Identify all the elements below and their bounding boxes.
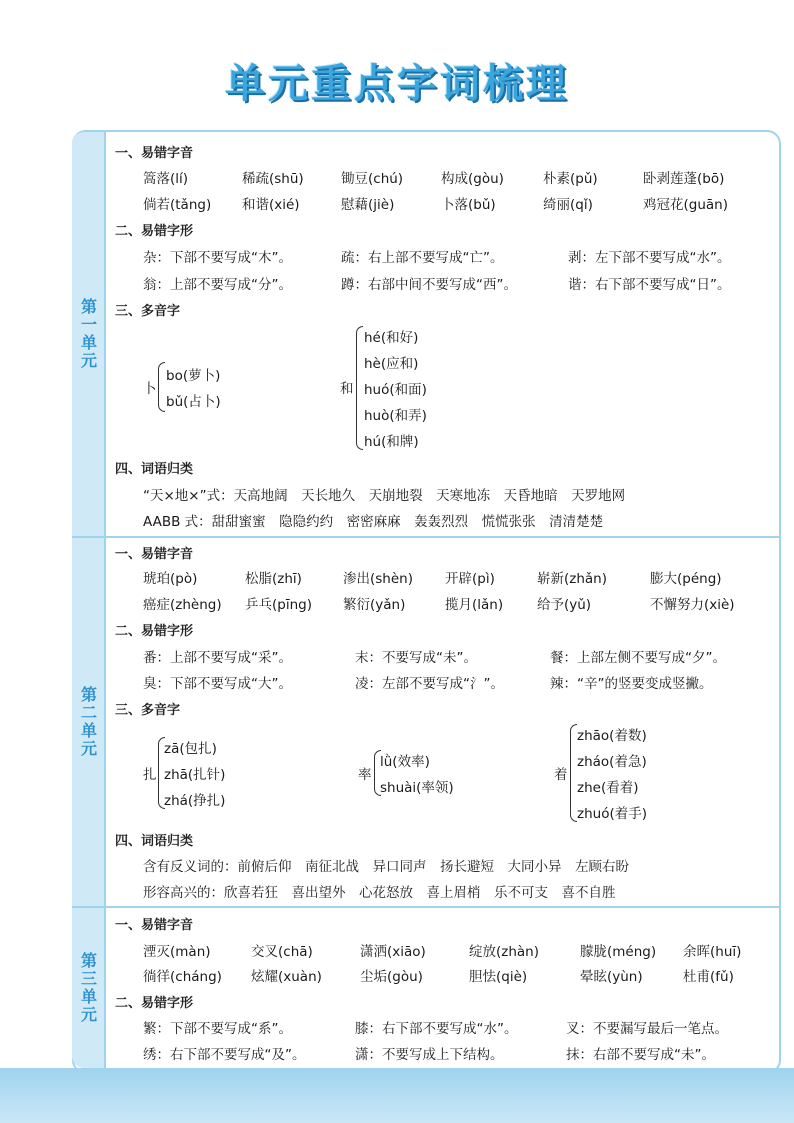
form-item: 餐：上部左侧不要写成“夕”。 — [550, 650, 726, 666]
unit-tab-3: 第三单元 — [72, 908, 106, 1068]
pron-item: 渗出(shèn) — [343, 571, 413, 587]
form-item: 疏：右上部不要写成“亡”。 — [341, 250, 504, 266]
pron-item: 绮丽(qǐ) — [543, 197, 593, 213]
polyphone-reading: hú(和牌) — [364, 434, 419, 450]
pron-item: 鸡冠花(guān) — [643, 197, 728, 213]
section-heading: 二、易错字形 — [115, 224, 194, 239]
word-class-row: “天×地×”式：天高地阔 天长地久 天崩地裂 天寒地冻 天昏地暗 天罗地网 — [143, 488, 626, 504]
pron-item: 尘垢(gòu) — [360, 969, 423, 985]
section-heading: 一、易错字音 — [115, 547, 194, 562]
section-heading: 三、多音字 — [115, 304, 181, 319]
pron-item: 卜落(bǔ) — [441, 197, 496, 213]
word-class-row: 形容高兴的：欣喜若狂 喜出望外 心花怒放 喜上眉梢 乐不可支 喜不自胜 — [143, 885, 616, 901]
pron-item: 乒乓(pīng) — [245, 597, 312, 613]
bottom-decoration — [0, 1068, 794, 1123]
pron-item: 琥珀(pò) — [143, 571, 198, 587]
pron-item: 余晖(huī) — [683, 944, 742, 960]
unit-divider — [72, 906, 780, 908]
polyphone-char: 率 — [358, 767, 372, 783]
pron-item: 给予(yǔ) — [537, 597, 592, 613]
page-title: 单元重点字词梳理 — [225, 61, 569, 107]
polyphone-char: 卜 — [143, 381, 157, 397]
pron-item: 朴素(pǔ) — [543, 171, 598, 187]
form-item: 番：上部不要写成“采”。 — [143, 650, 292, 666]
unit-tab-2: 第二单元 — [72, 538, 106, 906]
pron-item: 交叉(chā) — [251, 944, 313, 960]
polyphone-reading: bo(萝卜) — [166, 368, 221, 384]
unit-tab-1: 第一单元 — [72, 132, 106, 536]
pron-item: 和谐(xié) — [242, 197, 300, 213]
word-class-row: AABB 式：甜甜蜜蜜 隐隐约约 密密麻麻 轰轰烈烈 慌慌张张 清清楚楚 — [143, 514, 604, 530]
polyphone-reading: bǔ(占卜) — [166, 394, 221, 410]
pron-item: 朦胧(méng) — [580, 944, 657, 960]
pron-item: 崭新(zhǎn) — [537, 571, 608, 587]
form-item: 谐：右下部不要写成“日”。 — [568, 277, 731, 293]
pron-item: 繁衍(yǎn) — [343, 597, 406, 613]
brace — [158, 362, 165, 412]
pron-item: 锄豆(chú) — [341, 171, 404, 187]
brace — [570, 724, 577, 822]
polyphone-reading: huò(和弄) — [364, 408, 427, 424]
polyphone-reading: huó(和面) — [364, 382, 427, 398]
section-heading: 二、易错字形 — [115, 996, 194, 1011]
polyphone-reading: zhá(挣扎) — [164, 793, 226, 809]
section-heading: 二、易错字形 — [115, 624, 194, 639]
section-heading: 一、易错字音 — [115, 146, 194, 161]
polyphone-reading: zhā(扎针) — [164, 767, 226, 783]
polyphone-reading: zhuó(着手) — [577, 806, 647, 822]
form-item: 膝：右下部不要写成“水”。 — [355, 1021, 518, 1037]
form-item: 杂：下部不要写成“木”。 — [143, 250, 292, 266]
form-item: 绣：右下部不要写成“及”。 — [143, 1047, 306, 1063]
pron-item: 篙落(lí) — [143, 171, 189, 187]
polyphone-reading: zā(包扎) — [164, 741, 217, 757]
polyphone-reading: zhāo(着数) — [577, 728, 647, 744]
polyphone-char: 着 — [554, 767, 568, 783]
form-item: 凌：左部不要写成“氵”。 — [355, 676, 504, 692]
section-heading: 四、词语归类 — [115, 834, 194, 849]
form-item: 辣：“辛”的竖要变成竖撇。 — [550, 676, 713, 692]
polyphone-reading: lǜ(效率) — [380, 754, 430, 770]
word-class-row: 含有反义词的：前俯后仰 南征北战 异口同声 扬长避短 大同小异 左顾右盼 — [143, 859, 629, 875]
polyphone-reading: hé(和好) — [364, 330, 419, 346]
section-heading: 三、多音字 — [115, 703, 181, 718]
pron-item: 徜徉(cháng) — [143, 969, 222, 985]
polyphone-char: 和 — [340, 381, 354, 397]
unit-divider — [72, 536, 780, 538]
polyphone-reading: zhe(看着) — [577, 780, 639, 796]
form-item: 潇：不要写成上下结构。 — [355, 1047, 504, 1063]
pron-item: 湮灭(màn) — [143, 944, 211, 960]
pron-item: 炫耀(xuàn) — [251, 969, 322, 985]
form-item: 末：不要写成“未”。 — [355, 650, 477, 666]
pron-item: 倘若(tǎng) — [143, 197, 212, 213]
pron-item: 构成(gòu) — [441, 171, 504, 187]
form-item: 蹲：右部中间不要写成“西”。 — [341, 277, 517, 293]
polyphone-reading: shuài(率领) — [380, 780, 454, 796]
polyphone-reading: hè(应和) — [364, 356, 419, 372]
section-heading: 四、词语归类 — [115, 462, 194, 477]
brace — [356, 326, 363, 450]
pron-item: 杜甫(fǔ) — [683, 969, 734, 985]
pron-item: 不懈努力(xiè) — [650, 597, 735, 613]
pron-item: 慰藉(jiè) — [341, 197, 395, 213]
pron-item: 卧剥莲蓬(bō) — [643, 171, 725, 187]
pron-item: 绽放(zhàn) — [469, 944, 540, 960]
form-item: 翁：上部不要写成“分”。 — [143, 277, 292, 293]
section-heading: 一、易错字音 — [115, 918, 194, 933]
pron-item: 开辟(pì) — [445, 571, 495, 587]
pron-item: 胆怯(qiè) — [469, 969, 528, 985]
pron-item: 潇洒(xiāo) — [360, 944, 426, 960]
pron-item: 晕眩(yùn) — [580, 969, 643, 985]
pron-item: 揽月(lǎn) — [445, 597, 504, 613]
pron-item: 松脂(zhī) — [245, 571, 302, 587]
pron-item: 膨大(péng) — [650, 571, 722, 587]
pron-item: 稀疏(shū) — [242, 171, 304, 187]
form-item: 叉：不要漏写最后一笔点。 — [566, 1021, 728, 1037]
form-item: 繁：下部不要写成“系”。 — [143, 1021, 292, 1037]
form-item: 臭：下部不要写成“大”。 — [143, 676, 292, 692]
form-item: 抹：右部不要写成“未”。 — [566, 1047, 715, 1063]
polyphone-char: 扎 — [143, 767, 157, 783]
polyphone-reading: zháo(着急) — [577, 754, 647, 770]
pron-item: 癌症(zhèng) — [143, 597, 222, 613]
form-item: 剥：左下部不要写成“水”。 — [568, 250, 731, 266]
